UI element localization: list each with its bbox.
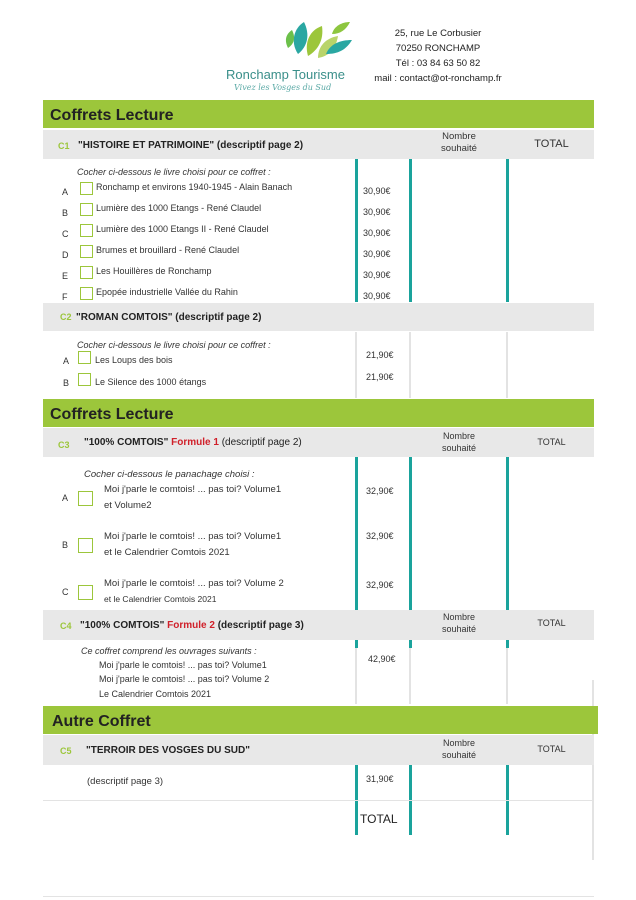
price: 32,90€ xyxy=(366,486,394,496)
grand-total-label: TOTAL xyxy=(360,812,398,826)
item-checkbox[interactable] xyxy=(78,491,93,506)
coffret-desc: (descriptif page 3) xyxy=(87,776,164,787)
coffret-code: C3 xyxy=(58,440,70,450)
content-line: Moi j'parle le comtois! ... pas toi? Volume 2 xyxy=(99,674,270,684)
item-checkbox[interactable] xyxy=(78,585,93,600)
divider xyxy=(506,640,509,648)
email[interactable]: mail : contact@ot-ronchamp.fr xyxy=(374,73,502,84)
address-line1: 25, rue Le Corbusier xyxy=(394,28,482,39)
price: 30,90€ xyxy=(363,291,391,301)
col-nombre-line1: Nombre xyxy=(442,131,476,142)
col-nombre-line2: souhaité xyxy=(441,749,477,760)
page-bottom-line xyxy=(43,896,594,897)
col-total: TOTAL xyxy=(534,138,569,150)
col-nombre xyxy=(412,431,506,454)
item-label: Epopée industrielle Vallée du Rahin xyxy=(96,287,238,297)
divider xyxy=(355,332,357,398)
item-letter: B xyxy=(62,208,69,218)
item-checkbox[interactable] xyxy=(78,538,93,553)
col-nombre-line1: Nombre xyxy=(442,738,475,748)
address-line2: 70250 RONCHAMP xyxy=(395,43,481,54)
item-label: Lumière des 1000 Etangs - René Claudel xyxy=(96,203,262,213)
coffret-code: C1 xyxy=(58,141,70,151)
divider xyxy=(409,332,411,398)
col-nombre-line2: souhaité xyxy=(441,623,477,634)
coffret-title: "HISTOIRE ET PATRIMOINE" (descriptif page 2) xyxy=(78,140,304,151)
col-nombre-line2: souhaité xyxy=(441,143,477,155)
col-nombre-line1: Nombre xyxy=(442,612,475,622)
coffret-code: C4 xyxy=(60,621,72,631)
col-total: TOTAL xyxy=(537,618,566,628)
item-checkbox[interactable] xyxy=(80,224,93,237)
item-letter: B xyxy=(63,378,70,388)
price: 32,90€ xyxy=(366,531,394,541)
price: 31,90€ xyxy=(366,774,394,784)
item-checkbox[interactable] xyxy=(80,203,93,216)
logo-tagline: Vivez les Vosges du Sud xyxy=(234,83,332,92)
total-separator xyxy=(43,800,594,801)
price: 30,90€ xyxy=(363,207,391,217)
col-total: TOTAL xyxy=(537,744,566,754)
item-letter: B xyxy=(62,540,69,550)
price: 30,90€ xyxy=(363,249,391,259)
coffret-title-a: "100% COMTOIS" xyxy=(84,437,169,448)
item-letter: F xyxy=(62,292,68,302)
col-nombre xyxy=(412,738,506,761)
content-line: Le Calendrier Comtois 2021 xyxy=(99,689,212,699)
logo-leaves-icon xyxy=(280,14,360,74)
divider xyxy=(409,640,412,648)
item-letter: C xyxy=(62,229,69,239)
item-label: Lumière des 1000 Etangs II - René Claudel xyxy=(96,224,269,234)
coffret-title: "TERROIR DES VOSGES DU SUD" xyxy=(86,745,250,756)
item-label: Brumes et brouillard - René Claudel xyxy=(96,245,240,255)
logo xyxy=(280,14,360,74)
item-checkbox[interactable] xyxy=(78,373,91,386)
coffret-title xyxy=(84,437,302,449)
item-checkbox[interactable] xyxy=(80,287,93,300)
item-checkbox[interactable] xyxy=(80,182,93,195)
divider xyxy=(506,648,508,704)
item-line1: Moi j'parle le comtois! ... pas toi? Volume1 xyxy=(104,484,282,495)
price: 30,90€ xyxy=(363,270,391,280)
price: 21,90€ xyxy=(366,372,394,382)
item-letter: E xyxy=(62,271,69,281)
divider xyxy=(409,648,411,704)
col-nombre xyxy=(412,612,506,635)
section-title: Coffrets Lecture xyxy=(50,107,174,124)
divider xyxy=(506,332,508,398)
instruction: Ce coffret comprend les ouvrages suivants : xyxy=(81,646,257,656)
instruction: Cocher ci-dessous le livre choisi pour ce coffret : xyxy=(77,340,271,350)
phone: Tél : 03 84 63 50 82 xyxy=(395,58,481,69)
item-checkbox[interactable] xyxy=(80,245,93,258)
item-checkbox[interactable] xyxy=(78,351,91,364)
price: 21,90€ xyxy=(366,350,394,360)
item-line1: Moi j'parle le comtois! ... pas toi? Volume1 xyxy=(104,531,282,542)
item-checkbox[interactable] xyxy=(80,266,93,279)
coffret-title xyxy=(80,620,304,632)
col-total: TOTAL xyxy=(537,437,566,447)
price: 32,90€ xyxy=(366,580,394,590)
item-label: Le Silence des 1000 étangs xyxy=(95,377,207,387)
price: 42,90€ xyxy=(368,654,396,664)
section-title: Coffrets Lecture xyxy=(50,406,174,423)
formula-label: Formule 1 xyxy=(171,437,219,448)
item-label: Ronchamp et environs 1940-1945 - Alain Banach xyxy=(96,182,293,192)
coffret-title-b: (descriptif page 2) xyxy=(221,437,302,448)
item-line2: et le Calendrier Comtois 2021 xyxy=(104,594,217,604)
item-line2: et Volume2 xyxy=(104,500,152,511)
formula-label: Formule 2 xyxy=(167,620,215,631)
price: 30,90€ xyxy=(363,186,391,196)
coffret-title-b: (descriptif page 3) xyxy=(217,620,304,631)
instruction: Cocher ci-dessous le panachage choisi : xyxy=(84,469,255,480)
divider xyxy=(355,640,358,648)
coffret-title: "ROMAN COMTOIS" (descriptif page 2) xyxy=(76,312,262,323)
item-line1: Moi j'parle le comtois! ... pas toi? Volume 2 xyxy=(104,578,284,589)
price: 30,90€ xyxy=(363,228,391,238)
item-letter: A xyxy=(62,493,69,503)
item-label: Les Houillères de Ronchamp xyxy=(96,266,212,276)
col-nombre-line2: souhaité xyxy=(441,442,477,453)
item-label: Les Loups des bois xyxy=(95,355,173,365)
col-nombre xyxy=(412,131,506,156)
item-letter: A xyxy=(62,187,69,197)
item-line2: et le Calendrier Comtois 2021 xyxy=(104,547,230,558)
coffret-title-a: "100% COMTOIS" xyxy=(80,620,165,631)
section-title: Autre Coffret xyxy=(52,713,151,730)
col-nombre-line1: Nombre xyxy=(442,431,475,441)
instruction: Cocher ci-dessous le livre choisi pour ce coffret : xyxy=(77,167,271,177)
item-letter: C xyxy=(62,587,69,597)
item-letter: A xyxy=(63,356,70,366)
divider xyxy=(355,648,357,704)
content-line: Moi j'parle le comtois! ... pas toi? Volume1 xyxy=(99,660,267,670)
coffret-code: C2 xyxy=(60,312,72,322)
coffret-code: C5 xyxy=(60,746,72,756)
item-letter: D xyxy=(62,250,69,260)
logo-name: Ronchamp Tourisme xyxy=(226,67,345,82)
